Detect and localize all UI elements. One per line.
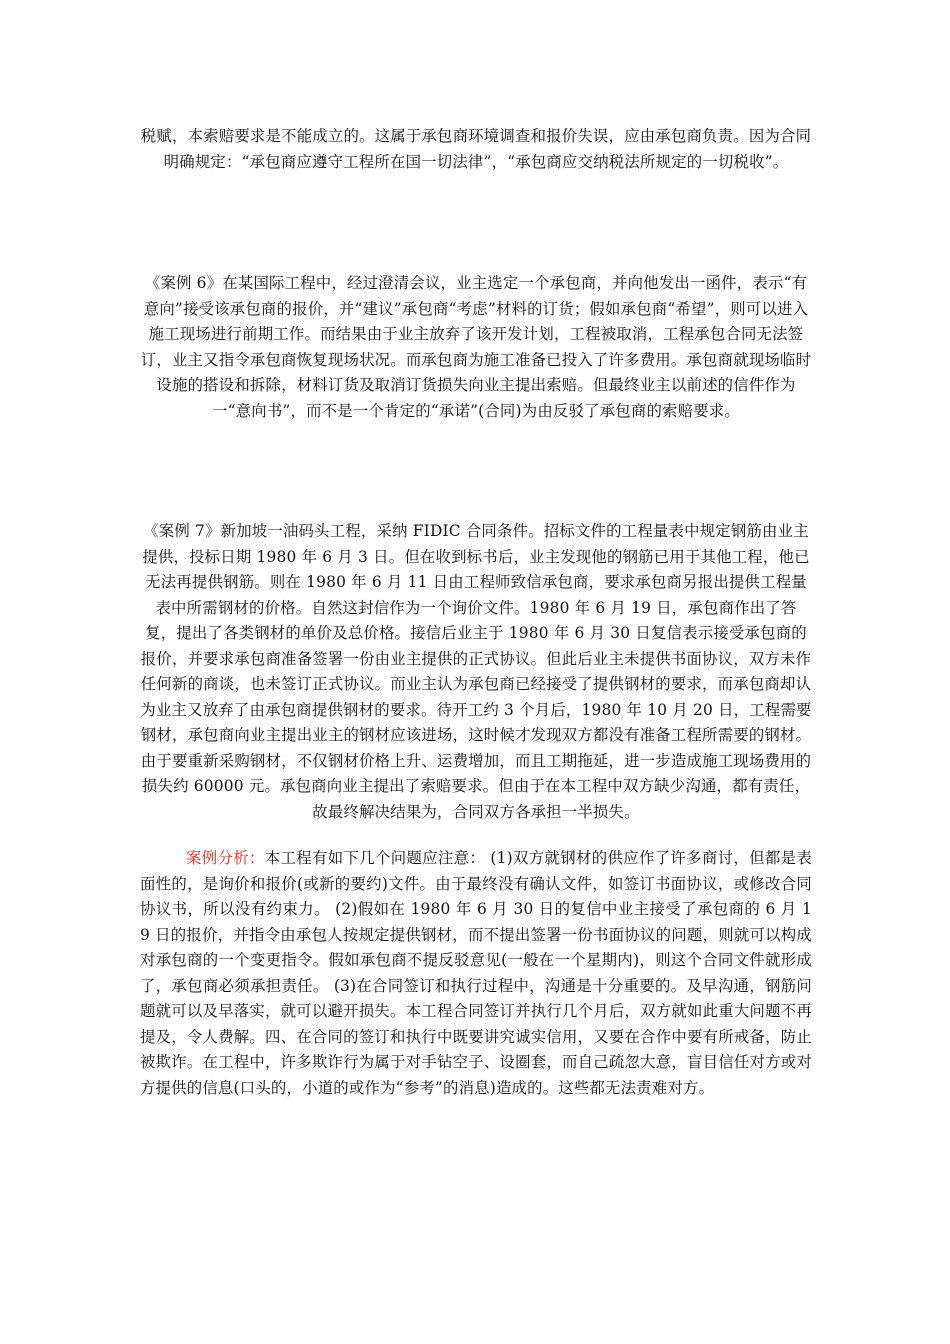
paragraph-tax-conclusion: 税赋，本索赔要求是不能成立的。这属于承包商环境调查和报价失误，应由承包商负责。因为合同明确规定：“承包商应遵守工程所在国一切法律”，“承包商应交纳税法所规定的一切税收”。	[140, 127, 812, 171]
case-analysis-label: 案例分析：	[186, 849, 265, 867]
paragraph-case-6: 《案例 6》在某国际工程中，经过澄清会议，业主选定一个承包商，并向他发出一函件，表示“有意向”接受该承包商的报价，并“建议”承包商“考虑”材料的订货；假如承包商“希望”，则可以进入施工现场进行前期工作。而结果由于业主放弃了该开发计划，工程被取消，工程承包合同无法签订，业主又指令承包商恢复现场状况。而承包商为施工准备已投入了许多费用。承包商就现场临时设施的搭设和拆除，材料订货及取消订货损失向业主提出索赔。但最终业主以前述的信件作为一“意向书”，而不是一个肯定的“承诺”(合同)为由反驳了承包商的索赔要求。	[140, 274, 812, 420]
paragraph-case-analysis	[140, 846, 812, 1101]
case-analysis-text: 本工程有如下几个问题应注意： (1)双方就钢材的供应作了许多商讨，但都是表面性的，是询价和报价(或新的要约)文件。由于最终没有确认文件，如签订书面协议，或修改合同协议书，所以没有约束力。 (2)假如在 1980 年 6 月 30 日的复信中业主接受了承包商的 6 月 19 日的报价，并指令由承包人按规定提供钢材，而不提出签署一份书面协议的问题，则就可以构成对承包商的一个变更指令。假如承包商不提反驳意见(一般在一个星期内)，则这个合同文件就形成了，承包商必须承担责任。 (3)在合同签订和执行过程中，沟通是十分重要的。及早沟通，钢筋问题就可以及早落实，就可以避开损失。本工程合同签订并执行几个月后，双方就如此重大问题不再提及，令人费解。四、在合同的签订和执行中既要讲究诚实信用，又要在合作中要有所戒备，防止被欺诈。在工程中，许多欺诈行为属于对手钻空子、设圈套，而自己疏忽大意，盲目信任对方或对方提供的信息(口头的，小道的或作为“参考”的消息)造成的。这些都无法责难对方。	[140, 849, 812, 1097]
paragraph-case-7: 《案例 7》新加坡一油码头工程，采纳 FIDIC 合同条件。招标文件的工程量表中规定钢筋由业主提供，投标日期 1980 年 6 月 3 日。但在收到标书后，业主发现他的钢筋已用于其他工程，他已无法再提供钢筋。则在 1980 年 6 月 11 日由工程师致信承包商，要求承包商另报出提供工程量表中所需钢材的价格。自然这封信作为一个询价文件。1980 年 6 月 19 日，承包商作出了答复，提出了各类钢材的单价及总价格。接信后业主于 1980 年 6 月 30 日复信表示接受承包商的报价，并要求承包商准备签署一份由业主提供的正式协议。但此后业主未提供书面协议，双方未作任何新的商谈，也未签订正式协议。而业主认为承包商已经接受了提供钢材的要求，而承包商却认为业主又放弃了由承包商提供钢材的要求。待开工约 3 个月后，1980 年 10 月 20 日，工程需要钢材，承包商向业主提出业主的钢材应该进场，这时候才发现双方都没有准备工程所需要的钢材。由于要重新采购钢材，不仅钢材价格上升、运费增加，而且工期拖延，进一步造成施工现场费用的损失约 60000 元。承包商向业主提出了索赔要求。但由于在本工程中双方缺少沟通，都有责任，故最终解决结果为，合同双方各承担一半损失。	[140, 522, 812, 821]
